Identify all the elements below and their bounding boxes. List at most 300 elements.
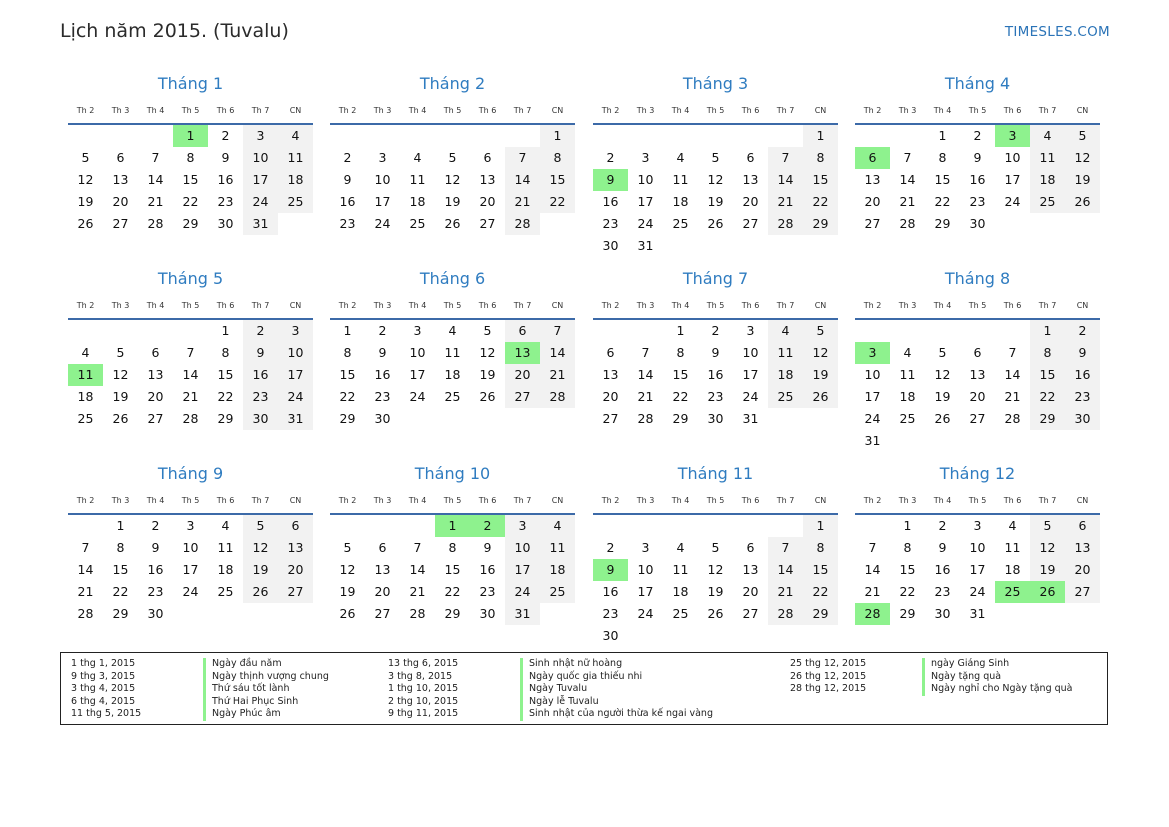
day-cell: 4	[221, 518, 230, 533]
month-title: Tháng 7	[682, 269, 749, 288]
day-cell: 6	[505, 320, 540, 342]
empty-cell	[330, 515, 365, 537]
month-calendar	[68, 73, 313, 235]
day-cell: 10	[505, 537, 540, 559]
day-cell: 24	[374, 216, 391, 231]
day-cell: 26	[479, 389, 496, 404]
holiday-name: Ngày đầu năm	[203, 658, 282, 671]
day-cell: 1	[803, 515, 838, 537]
day-cell: 2	[606, 150, 615, 165]
day-cell: 13	[479, 172, 496, 187]
day-cell: 1	[343, 323, 352, 338]
day-cell: 3	[641, 150, 650, 165]
day-cell: 27	[969, 411, 986, 426]
day-cell: 8	[448, 540, 457, 555]
day-cell: 25	[672, 216, 689, 231]
holiday-day-cell: 3	[995, 125, 1030, 147]
holiday-day-cell: 25	[995, 581, 1030, 603]
day-cell: 10	[864, 367, 881, 382]
day-cell: 14	[505, 169, 540, 191]
day-cell: 30	[602, 628, 619, 643]
day-cell: 21	[182, 389, 199, 404]
weekday-label: Th 4	[146, 496, 165, 505]
holiday-name: ngày Giáng Sinh	[922, 658, 1009, 671]
weekday-header	[68, 493, 313, 515]
day-cell: 20	[1065, 559, 1100, 581]
day-cell: 7	[868, 540, 877, 555]
empty-cell	[505, 125, 540, 147]
day-cell: 7	[186, 345, 195, 360]
day-cell: 22	[672, 389, 689, 404]
day-cell: 24	[969, 584, 986, 599]
day-cell: 24	[182, 584, 199, 599]
day-cell: 5	[938, 345, 947, 360]
day-cell: 4	[81, 345, 90, 360]
day-cell: 11	[1030, 147, 1065, 169]
day-cell: 15	[112, 562, 129, 577]
day-cell: 30	[934, 606, 951, 621]
weekday-label: CN	[1076, 106, 1089, 115]
day-cell: 30	[374, 411, 391, 426]
holiday-date: 25 thg 12, 2015	[790, 658, 867, 669]
weekday-label: Th 4	[933, 496, 952, 505]
day-cell: 14	[864, 562, 881, 577]
holiday-date: 1 thg 1, 2015	[71, 658, 136, 669]
holiday-name: Sinh nhật của người thừa kế ngai vàng	[520, 708, 713, 721]
day-cell: 20	[479, 194, 496, 209]
day-cell: 22	[540, 191, 575, 213]
empty-cell	[470, 125, 505, 147]
day-cell: 5	[448, 150, 457, 165]
holiday-day-cell: 9	[593, 169, 628, 191]
day-cell: 14	[768, 559, 803, 581]
weekday-label: Th 2	[76, 106, 95, 115]
holiday-day-cell: 9	[593, 559, 628, 581]
holiday-entry	[388, 696, 713, 709]
empty-cell	[68, 515, 103, 537]
weekday-label: Th 7	[1038, 496, 1057, 505]
day-cell: 4	[676, 150, 685, 165]
day-cell: 2	[938, 518, 947, 533]
empty-cell	[768, 125, 803, 147]
day-cell: 1	[1030, 320, 1065, 342]
day-cell: 21	[77, 584, 94, 599]
day-cell: 1	[540, 125, 575, 147]
day-cell: 26	[707, 216, 724, 231]
day-cell: 18	[409, 194, 426, 209]
empty-cell	[330, 125, 365, 147]
day-cell: 29	[339, 411, 356, 426]
day-cell: 30	[1065, 408, 1100, 430]
holiday-day-cell: 6	[855, 147, 890, 169]
day-cell: 27	[278, 581, 313, 603]
holiday-entry	[71, 671, 329, 684]
day-cell: 31	[278, 408, 313, 430]
day-cell: 17	[742, 367, 759, 382]
weekday-label: Th 4	[146, 301, 165, 310]
day-cell: 13	[742, 562, 759, 577]
day-cell: 15	[1030, 364, 1065, 386]
day-cell: 14	[77, 562, 94, 577]
day-cell: 11	[899, 367, 916, 382]
day-cell: 9	[938, 540, 947, 555]
day-cell: 5	[711, 540, 720, 555]
weekday-label: Th 6	[1003, 496, 1022, 505]
holiday-column	[388, 658, 713, 721]
day-cell: 30	[479, 606, 496, 621]
day-cell: 30	[602, 238, 619, 253]
day-cell: 11	[672, 562, 689, 577]
day-cell: 12	[339, 562, 356, 577]
day-cell: 26	[444, 216, 461, 231]
day-cell: 8	[803, 537, 838, 559]
day-cell: 25	[217, 584, 234, 599]
holiday-date: 9 thg 3, 2015	[71, 670, 136, 682]
day-cell: 9	[343, 172, 352, 187]
empty-cell	[698, 125, 733, 147]
day-cell: 1	[676, 323, 685, 338]
weekday-header	[855, 103, 1100, 125]
holiday-entry	[790, 658, 1073, 671]
day-cell: 9	[1065, 342, 1100, 364]
holiday-date: 28 thg 12, 2015	[790, 683, 867, 694]
day-cell: 11	[672, 172, 689, 187]
day-cell: 17	[637, 584, 654, 599]
day-cell: 17	[243, 169, 278, 191]
day-cell: 8	[676, 345, 685, 360]
day-cell: 3	[746, 323, 755, 338]
holiday-name: Sinh nhật nữ hoàng	[520, 658, 622, 671]
day-cell: 17	[969, 562, 986, 577]
weekday-header	[68, 298, 313, 320]
holiday-day-cell: 28	[855, 603, 890, 625]
day-cell: 4	[448, 323, 457, 338]
day-cell: 17	[1004, 172, 1021, 187]
weekday-label: Th 6	[741, 106, 760, 115]
holiday-name: Thứ Hai Phục Sinh	[203, 696, 298, 709]
weekday-label: Th 5	[181, 496, 200, 505]
weekday-header	[330, 493, 575, 515]
day-cell: 11	[278, 147, 313, 169]
day-cell: 17	[374, 194, 391, 209]
weekday-label: Th 5	[968, 496, 987, 505]
day-cell: 23	[602, 216, 619, 231]
day-cell: 28	[768, 603, 803, 625]
month-calendar	[593, 73, 838, 257]
day-cell: 14	[1004, 367, 1021, 382]
day-cell: 12	[934, 367, 951, 382]
day-cell: 4	[540, 515, 575, 537]
day-cell: 21	[540, 364, 575, 386]
holiday-entry	[388, 658, 713, 671]
empty-cell	[435, 125, 470, 147]
day-cell: 7	[505, 147, 540, 169]
holiday-entry	[388, 683, 713, 696]
day-cell: 20	[112, 194, 129, 209]
day-grid	[855, 125, 1100, 235]
day-cell: 6	[1065, 515, 1100, 537]
day-cell: 24	[742, 389, 759, 404]
day-cell: 13	[1065, 537, 1100, 559]
holiday-day-cell: 1	[173, 125, 208, 147]
day-cell: 29	[899, 606, 916, 621]
day-cell: 23	[934, 584, 951, 599]
day-cell: 30	[217, 216, 234, 231]
day-grid	[593, 125, 838, 257]
weekday-label: Th 4	[933, 106, 952, 115]
day-cell: 15	[803, 169, 838, 191]
day-cell: 10	[969, 540, 986, 555]
weekday-label: CN	[289, 496, 302, 505]
day-cell: 8	[1030, 342, 1065, 364]
month-calendar	[330, 268, 575, 430]
day-cell: 4	[676, 540, 685, 555]
day-cell: 26	[243, 581, 278, 603]
page-title: Lịch năm 2015. (Tuvalu)	[60, 20, 289, 42]
brand-link[interactable]: TIMESLES.COM	[1004, 24, 1110, 40]
day-cell: 10	[409, 345, 426, 360]
day-cell: 24	[864, 411, 881, 426]
day-cell: 22	[444, 584, 461, 599]
day-cell: 5	[81, 150, 90, 165]
day-cell: 17	[278, 364, 313, 386]
holiday-name: Ngày Phúc âm	[203, 708, 281, 721]
weekday-label: Th 2	[863, 106, 882, 115]
day-cell: 11	[409, 172, 426, 187]
day-cell: 19	[444, 194, 461, 209]
day-cell: 1	[803, 125, 838, 147]
day-cell: 19	[77, 194, 94, 209]
day-cell: 27	[147, 411, 164, 426]
weekday-label: Th 5	[181, 301, 200, 310]
empty-cell	[733, 125, 768, 147]
weekday-label: Th 4	[671, 301, 690, 310]
weekday-label: Th 6	[1003, 301, 1022, 310]
empty-cell	[855, 320, 890, 342]
day-grid	[855, 320, 1100, 452]
day-cell: 12	[803, 342, 838, 364]
day-cell: 31	[969, 606, 986, 621]
weekday-label: Th 4	[933, 301, 952, 310]
weekday-label: Th 7	[776, 301, 795, 310]
day-cell: 12	[707, 562, 724, 577]
day-cell: 25	[278, 191, 313, 213]
day-cell: 21	[409, 584, 426, 599]
day-cell: 6	[483, 150, 492, 165]
day-cell: 26	[803, 386, 838, 408]
weekday-header	[593, 103, 838, 125]
day-cell: 2	[378, 323, 387, 338]
day-cell: 28	[637, 411, 654, 426]
day-cell: 15	[803, 559, 838, 581]
day-cell: 3	[278, 320, 313, 342]
day-cell: 28	[899, 216, 916, 231]
day-cell: 12	[77, 172, 94, 187]
weekday-label: Th 6	[216, 106, 235, 115]
weekday-label: Th 7	[776, 106, 795, 115]
month-calendar	[330, 463, 575, 625]
day-cell: 9	[243, 342, 278, 364]
empty-cell	[698, 515, 733, 537]
empty-cell	[68, 320, 103, 342]
day-cell: 11	[1004, 540, 1021, 555]
weekday-label: Th 2	[863, 496, 882, 505]
month-calendar	[855, 73, 1100, 235]
weekday-label: Th 4	[408, 301, 427, 310]
holiday-day-cell: 11	[68, 364, 103, 386]
day-cell: 6	[746, 150, 755, 165]
day-cell: 24	[637, 216, 654, 231]
day-cell: 9	[378, 345, 387, 360]
weekday-label: Th 2	[601, 301, 620, 310]
day-cell: 30	[969, 216, 986, 231]
day-cell: 31	[864, 433, 881, 448]
day-cell: 22	[934, 194, 951, 209]
day-cell: 22	[1030, 386, 1065, 408]
day-cell: 31	[243, 213, 278, 235]
weekday-label: Th 6	[216, 301, 235, 310]
day-cell: 10	[374, 172, 391, 187]
weekday-label: Th 3	[636, 106, 655, 115]
day-cell: 4	[768, 320, 803, 342]
day-cell: 20	[602, 389, 619, 404]
holiday-date: 13 thg 6, 2015	[388, 658, 459, 669]
month-title: Tháng 12	[939, 464, 1016, 483]
weekday-label: Th 5	[968, 301, 987, 310]
day-cell: 4	[413, 150, 422, 165]
day-cell: 16	[969, 172, 986, 187]
day-cell: 1	[903, 518, 912, 533]
day-cell: 15	[339, 367, 356, 382]
day-cell: 31	[742, 411, 759, 426]
day-cell: 21	[864, 584, 881, 599]
day-cell: 30	[147, 606, 164, 621]
day-cell: 16	[934, 562, 951, 577]
day-cell: 7	[151, 150, 160, 165]
weekday-label: Th 5	[181, 106, 200, 115]
day-cell: 25	[540, 581, 575, 603]
day-cell: 23	[1065, 386, 1100, 408]
day-cell: 8	[903, 540, 912, 555]
day-cell: 19	[1030, 559, 1065, 581]
day-cell: 9	[483, 540, 492, 555]
weekday-header	[855, 298, 1100, 320]
day-cell: 24	[409, 389, 426, 404]
empty-cell	[855, 515, 890, 537]
weekday-header	[330, 298, 575, 320]
empty-cell	[365, 515, 400, 537]
day-cell: 15	[217, 367, 234, 382]
day-grid	[855, 515, 1100, 625]
month-calendar	[855, 463, 1100, 625]
day-cell: 27	[505, 386, 540, 408]
empty-cell	[173, 320, 208, 342]
day-cell: 17	[505, 559, 540, 581]
empty-cell	[103, 125, 138, 147]
day-cell: 26	[1065, 191, 1100, 213]
day-cell: 5	[483, 323, 492, 338]
empty-cell	[68, 125, 103, 147]
day-cell: 7	[413, 540, 422, 555]
day-cell: 13	[278, 537, 313, 559]
day-cell: 17	[637, 194, 654, 209]
day-cell: 28	[505, 213, 540, 235]
empty-cell	[890, 125, 925, 147]
weekday-label: CN	[289, 301, 302, 310]
weekday-label: Th 6	[741, 496, 760, 505]
holiday-day-cell: 26	[1030, 581, 1065, 603]
day-cell: 28	[77, 606, 94, 621]
day-cell: 22	[112, 584, 129, 599]
weekday-label: Th 2	[76, 496, 95, 505]
day-cell: 15	[182, 172, 199, 187]
day-cell: 21	[899, 194, 916, 209]
weekday-label: Th 3	[111, 301, 130, 310]
day-cell: 26	[77, 216, 94, 231]
day-cell: 3	[973, 518, 982, 533]
day-cell: 19	[934, 389, 951, 404]
day-cell: 13	[112, 172, 129, 187]
day-cell: 24	[1004, 194, 1021, 209]
empty-cell	[593, 515, 628, 537]
weekday-label: Th 7	[251, 106, 270, 115]
day-cell: 7	[1008, 345, 1017, 360]
weekday-header	[330, 103, 575, 125]
day-cell: 12	[112, 367, 129, 382]
day-cell: 16	[707, 367, 724, 382]
day-cell: 19	[243, 559, 278, 581]
empty-cell	[593, 125, 628, 147]
weekday-label: Th 7	[513, 496, 532, 505]
day-cell: 5	[243, 515, 278, 537]
day-cell: 12	[243, 537, 278, 559]
day-cell: 10	[742, 345, 759, 360]
month-title: Tháng 3	[682, 74, 749, 93]
weekday-label: Th 2	[338, 301, 357, 310]
holiday-list	[60, 652, 1108, 725]
day-cell: 31	[505, 603, 540, 625]
day-cell: 23	[479, 584, 496, 599]
day-cell: 18	[540, 559, 575, 581]
weekday-label: Th 4	[408, 106, 427, 115]
holiday-date: 11 thg 5, 2015	[71, 708, 142, 719]
holiday-day-cell: 13	[505, 342, 540, 364]
day-cell: 7	[641, 345, 650, 360]
day-cell: 29	[112, 606, 129, 621]
day-grid	[593, 515, 838, 647]
empty-cell	[138, 320, 173, 342]
day-cell: 21	[505, 191, 540, 213]
weekday-label: Th 3	[898, 106, 917, 115]
day-cell: 8	[540, 147, 575, 169]
day-cell: 14	[409, 562, 426, 577]
day-cell: 29	[1030, 408, 1065, 430]
day-cell: 22	[803, 191, 838, 213]
weekday-header	[593, 298, 838, 320]
weekday-label: Th 4	[146, 106, 165, 115]
day-cell: 6	[278, 515, 313, 537]
weekday-label: Th 6	[478, 106, 497, 115]
day-cell: 20	[374, 584, 391, 599]
day-cell: 2	[221, 128, 230, 143]
day-grid	[593, 320, 838, 430]
day-cell: 16	[243, 364, 278, 386]
day-grid	[330, 515, 575, 625]
weekday-label: Th 4	[671, 106, 690, 115]
day-cell: 22	[182, 194, 199, 209]
day-cell: 7	[903, 150, 912, 165]
day-cell: 25	[409, 216, 426, 231]
